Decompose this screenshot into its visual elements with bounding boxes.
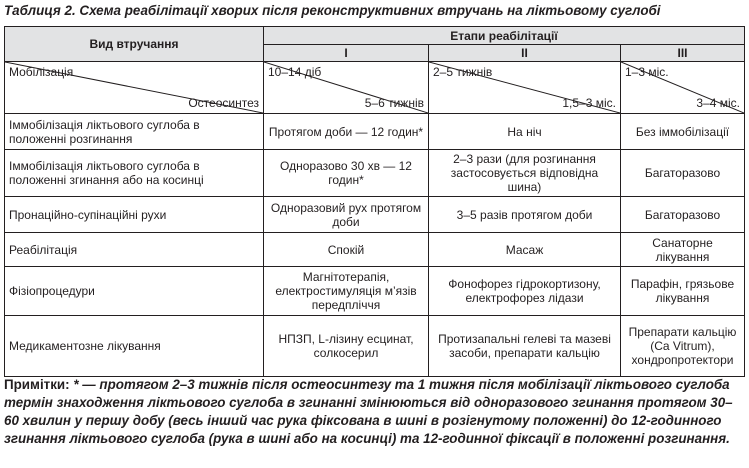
table-row-mobilization: [5, 62, 745, 114]
mobilization-stage-3: 1–3 міс.: [625, 65, 669, 79]
diagonal-cell-label: [5, 62, 264, 114]
table-caption: Таблиця 2. Схема реабілітації хворих після реконструктивних втручань на ліктьовому суглобі: [4, 3, 661, 18]
row-label: Медикаментозне лікування: [5, 316, 264, 377]
row-label: Пронаційно-супінаційні рухи: [5, 197, 264, 233]
table-cell: 3–5 разів протягом доби: [429, 197, 621, 233]
table-cell: На ніч: [429, 114, 621, 150]
table-cell: Фонофорез гідрокортизону, електрофорез лідази: [429, 267, 621, 316]
table-cell: 2–3 рази (для розгинання застосовується відповідна шина): [429, 150, 621, 197]
table-cell: Багаторазово: [621, 150, 745, 197]
mobilization-stage-2: 2–5 тижнів: [433, 65, 493, 79]
table-cell: Одноразово 30 хв — 12 годин*: [264, 150, 429, 197]
table-cell: Протизапальні гелеві та мазеві засоби, препарати кальцію: [429, 316, 621, 377]
notes-text: * — протягом 2–3 тижнів після остеосинтезу та 1 тижня після мобілізації ліктьового суглоба термін знаходження ліктьового суглоба в згинанні змінюються від одноразового згинання протягом 30–60 хвилин у першу добу (весь інший час рука фіксована в шині в розігнутому положенні) до 12-годинного згинання ліктьового суглоба (рука в шині або на косинці) та 12-годинної фіксації в положенні розгинання.: [4, 377, 733, 446]
table-cell: Без іммобілізації: [621, 114, 745, 150]
mobilization-label: Мобілізація: [9, 65, 74, 79]
header-rehab-stages: Етапи реабілітації: [264, 27, 745, 45]
diagonal-cell-stage-2: [429, 62, 621, 114]
table-row: [5, 233, 745, 267]
table-row: [5, 114, 745, 150]
osteosynthesis-stage-2: 1,5–3 міс.: [562, 96, 616, 110]
table-cell: НПЗП, L-лізину есцинат, солкосерил: [264, 316, 429, 377]
rehabilitation-table: [4, 26, 745, 377]
table-cell: Препарати кальцію (Ca Vitrum), хондропротектори: [621, 316, 745, 377]
mobilization-stage-1: 10–14 діб: [268, 65, 322, 79]
row-label: Іммобілізація ліктьового суглоба в положенні розгинання: [5, 114, 264, 150]
notes-label: Примітки:: [4, 377, 70, 392]
table-cell: Одноразовий рух протягом доби: [264, 197, 429, 233]
header-stage-1: I: [264, 45, 429, 62]
table-cell: Спокій: [264, 233, 429, 267]
table-row: [5, 267, 745, 316]
header-stage-3: III: [621, 45, 745, 62]
row-label: Фізіопроцедури: [5, 267, 264, 316]
osteosynthesis-stage-1: 5–6 тижнів: [364, 96, 424, 110]
table-cell: Парафін, грязьове лікування: [621, 267, 745, 316]
row-label: Іммобілізація ліктьового суглоба в положенні згинання або на косинці: [5, 150, 264, 197]
table-cell: Масаж: [429, 233, 621, 267]
row-label: Реабілітація: [5, 233, 264, 267]
table-cell: Протягом доби — 12 годин*: [264, 114, 429, 150]
table-cell: Санаторне лікування: [621, 233, 745, 267]
osteosynthesis-label: Остеосинтез: [188, 96, 259, 110]
diagonal-cell-stage-1: [264, 62, 429, 114]
diagonal-cell-stage-3: [621, 62, 745, 114]
header-stage-2: II: [429, 45, 621, 62]
table-cell: Магнітотерапія, електростимуляція м’язів передпліччя: [264, 267, 429, 316]
osteosynthesis-stage-3: 3–4 міс.: [696, 96, 740, 110]
table-cell: Багаторазово: [621, 197, 745, 233]
table-notes: [4, 376, 744, 448]
header-intervention-type: Вид втручання: [5, 27, 264, 62]
table-row: [5, 197, 745, 233]
table-row: [5, 316, 745, 377]
table-row: [5, 150, 745, 197]
